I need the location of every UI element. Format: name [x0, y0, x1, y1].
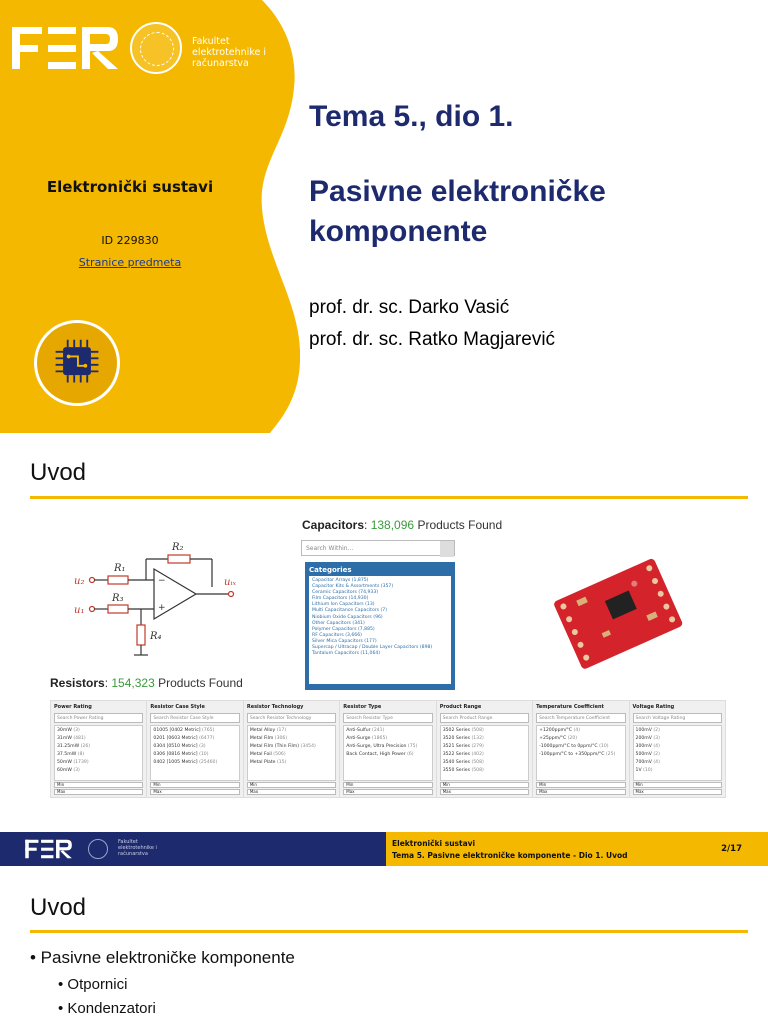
filter-option[interactable]: -100ppm/°C to +350ppm/°C (25) — [539, 752, 616, 757]
filter-options-list[interactable] — [440, 725, 529, 781]
label-r2: R₂ — [172, 542, 184, 553]
filter-option[interactable]: Metal Film (306) — [249, 736, 288, 741]
filter-search-input[interactable]: Search Resistor Case Style — [150, 713, 239, 723]
intro-slide — [0, 441, 768, 866]
filter-option[interactable]: +1200ppm/°C (4) — [539, 728, 580, 733]
filter-heading: Resistor Case Style — [150, 704, 205, 710]
faculty-logo-block — [12, 22, 266, 74]
capacitor-categories: Categories Capacitor Arrays (1,875) Capacitor Kits & Assortments (357) Ceramic Capacitors (74,933) Film Capacitors (14,930) Lithium Ion Capacitors (13) Multi Capacitance Capacitors (7) Niobium Oxide Capacitors (96) Other Capacitors (341) Polymer Capacitors (7,885) RF Capacitors (3,666) Silver Mica Capacitors (177) Supercap / Ultracap / Double Layer Capacitors (898) Tantalum Capacitors (11,064) — [305, 562, 455, 690]
label-r3: R₃ — [112, 593, 124, 604]
filter-option[interactable]: 200mV (3) — [635, 736, 660, 741]
filter-column — [51, 701, 147, 797]
author-2: prof. dr. sc. Ratko Magjarević — [309, 329, 556, 350]
lecture-title: Tema 5., dio 1. — [309, 100, 514, 133]
slide-footer — [0, 832, 768, 866]
max-select[interactable]: Max — [247, 789, 336, 795]
max-select[interactable]: Max — [633, 789, 722, 795]
bullet-passive-components: • Pasivne elektroničke komponente — [30, 948, 295, 967]
category-item[interactable]: Supercap / Ultracap / Double Layer Capacitors (898) — [312, 645, 433, 651]
filter-option[interactable]: 3520 Series (132) — [442, 736, 484, 741]
filter-heading: Product Range — [439, 704, 482, 710]
filter-search-input[interactable]: Search Product Range — [440, 713, 529, 723]
bullet-resistors: • Otpornici — [58, 976, 128, 993]
category-item[interactable]: Capacitor Arrays (1,875) — [312, 578, 369, 583]
category-item[interactable]: Lithium Ion Capacitors (13) — [312, 602, 375, 608]
filter-option[interactable]: 3502 Series (508) — [442, 728, 484, 733]
course-id: ID 229830 — [101, 234, 159, 247]
min-select[interactable]: Min — [343, 782, 432, 788]
filter-options-list[interactable] — [247, 725, 336, 781]
filter-option[interactable]: 300mV (4) — [635, 744, 660, 749]
category-item[interactable]: Polymer Capacitors (7,885) — [312, 626, 375, 632]
category-item[interactable]: Silver Mica Capacitors (177) — [312, 638, 377, 644]
chip-badge-icon — [34, 320, 120, 406]
category-item[interactable]: Ceramic Capacitors (74,933) — [312, 590, 379, 596]
max-select[interactable]: Max — [54, 789, 143, 795]
svg-text:−: − — [158, 576, 166, 586]
filter-option[interactable]: 30mW (3) — [57, 728, 80, 733]
filter-option[interactable]: 37.5mW (8) — [57, 752, 85, 757]
filter-option[interactable]: Anti-Surge (1865) — [346, 736, 388, 741]
lecture-subtitle: Pasivne elektroničke komponente — [309, 175, 606, 248]
filter-heading: Voltage Rating — [632, 704, 675, 710]
category-item[interactable]: Film Capacitors (14,930) — [312, 596, 369, 602]
max-select[interactable]: Max — [150, 789, 239, 795]
filter-option[interactable]: +25ppm/°C (20) — [539, 736, 578, 741]
filter-option[interactable]: 700mV (4) — [635, 760, 660, 765]
slide-heading: Uvod — [30, 459, 87, 486]
capacitors-found: Capacitors: 138,096 Products Found — [302, 518, 503, 532]
filter-option[interactable]: 60mW (3) — [57, 768, 80, 773]
label-r1: R₁ — [114, 563, 126, 574]
red-circuit-board-image — [545, 554, 695, 672]
filter-option[interactable]: Metal Film (Thin Film) (3454) — [249, 744, 316, 749]
filter-search-input[interactable]: Search Voltage Rating — [633, 713, 722, 723]
filter-option[interactable]: Anti-Surge, Ultra Precision (75) — [346, 744, 418, 749]
footer-topic: Tema 5. Pasivne elektroničke komponente - Dio 1. Uvod — [392, 851, 628, 860]
filter-search-input[interactable]: Search Resistor Type — [343, 713, 432, 723]
min-select[interactable]: Min — [536, 782, 625, 788]
min-select[interactable]: Min — [633, 782, 722, 788]
search-icon[interactable] — [440, 541, 454, 557]
footer-info-band — [386, 832, 768, 866]
resistors-found: Resistors: 154,323 Products Found — [50, 676, 243, 690]
intro-slide-bullets — [0, 874, 768, 1024]
filter-heading: Temperature Coefficient — [536, 704, 604, 710]
filter-column — [533, 701, 629, 797]
filter-search-input[interactable]: Search Resistor Technology — [247, 713, 336, 723]
category-item[interactable]: Other Capacitors (341) — [312, 620, 365, 626]
svg-text:+: + — [158, 603, 166, 613]
title-slide — [0, 0, 768, 433]
filter-option[interactable]: Anti-Sulfur (241) — [346, 728, 385, 733]
filter-option[interactable]: 31mW (481) — [57, 736, 86, 741]
max-select[interactable]: Max — [440, 789, 529, 795]
filter-option[interactable]: Metal Alloy (17) — [249, 728, 287, 733]
filter-options-list[interactable] — [150, 725, 239, 781]
filter-column — [244, 701, 340, 797]
capacitor-search-input[interactable]: Search Within... — [301, 540, 455, 556]
label-u2: u₂ — [74, 576, 85, 587]
filter-heading: Power Rating — [54, 704, 92, 710]
filter-option[interactable]: 3521 Series (279) — [442, 744, 484, 749]
max-select[interactable]: Max — [536, 789, 625, 795]
filter-search-input[interactable]: Search Temperature Coefficient — [536, 713, 625, 723]
author-1: prof. dr. sc. Darko Vasić — [309, 297, 510, 318]
filter-option[interactable]: 1V (10) — [635, 768, 653, 773]
category-item[interactable]: Capacitor Kits & Assortments (357) — [312, 584, 394, 590]
filter-option[interactable]: -1000ppm/°C to 0ppm/°C (10) — [539, 744, 609, 749]
authors — [309, 292, 555, 356]
fer-logo — [20, 838, 78, 860]
filter-column — [340, 701, 436, 797]
filter-option[interactable]: 31.25mW (26) — [57, 744, 91, 749]
filter-option[interactable]: 3540 Series (508) — [442, 760, 484, 765]
university-seal-icon — [88, 839, 108, 859]
filter-column — [147, 701, 243, 797]
category-item[interactable]: Niobium Oxide Capacitors (96) — [312, 614, 383, 620]
filter-option[interactable]: 0201 [0603 Metric] (6477) — [153, 736, 215, 741]
filter-search-input[interactable]: Search Power Rating — [54, 713, 143, 723]
filter-option[interactable]: Back Contact, High Power (6) — [346, 752, 414, 757]
fer-logo — [12, 23, 120, 73]
bullet-capacitors: • Kondenzatori — [58, 1000, 156, 1017]
label-uiz: uᵢₓ — [224, 577, 237, 588]
heading-rule — [30, 930, 748, 933]
label-r4: R₄ — [150, 631, 162, 642]
filter-option[interactable]: 3522 Series (402) — [442, 752, 484, 757]
min-select[interactable]: Min — [150, 782, 239, 788]
min-select[interactable]: Min — [54, 782, 143, 788]
filter-option[interactable]: 0402 [1005 Metric] (25460) — [153, 760, 218, 765]
filter-options-list[interactable] — [536, 725, 625, 781]
filter-column — [630, 701, 725, 797]
category-list[interactable] — [309, 576, 451, 684]
course-title: Elektronički sustavi — [46, 178, 214, 196]
label-u1: u₁ — [74, 605, 85, 616]
filter-option[interactable]: 50mW (1739) — [57, 760, 89, 765]
opamp-circuit-diagram — [66, 537, 256, 667]
filter-heading: Resistor Technology — [246, 704, 304, 710]
filter-column — [437, 701, 533, 797]
footer-course: Elektronički sustavi — [392, 839, 476, 848]
filter-option[interactable]: 500mV (2) — [635, 752, 660, 757]
filter-option[interactable]: 100mV (2) — [635, 728, 660, 733]
faculty-name: Fakultet elektrotehnike i računarstva — [192, 35, 266, 69]
min-select[interactable]: Min — [440, 782, 529, 788]
filter-option[interactable]: 0306 [0816 Metric] (10) — [153, 752, 209, 757]
category-item[interactable]: Tantalum Capacitors (11,064) — [312, 651, 381, 657]
heading-rule — [30, 496, 748, 499]
footer-faculty-name: Fakultet elektrotehnike i računarstva — [118, 839, 157, 857]
slide-heading: Uvod — [30, 894, 87, 921]
filter-option[interactable]: 01005 [0402 Metric] (765) — [153, 728, 215, 733]
category-item[interactable]: RF Capacitors (3,666) — [312, 632, 362, 638]
category-item[interactable]: Multi Capacitance Capacitors (7) — [312, 608, 388, 614]
page-number: 2/17 — [721, 844, 742, 854]
filter-option[interactable]: 0304 [0510 Metric] (3) — [153, 744, 206, 749]
filter-options-list[interactable] — [54, 725, 143, 781]
filter-option[interactable]: Metal Plate (15) — [249, 760, 287, 765]
filter-option[interactable]: Metal Foil (506) — [249, 752, 286, 757]
university-seal-icon — [130, 22, 182, 74]
filter-options-list[interactable] — [343, 725, 432, 781]
filter-heading: Resistor Type — [343, 704, 382, 710]
min-select[interactable]: Min — [247, 782, 336, 788]
resistor-filters — [50, 700, 726, 798]
course-page-link[interactable]: Stranice predmeta — [78, 256, 182, 269]
filter-options-list[interactable] — [633, 725, 722, 781]
filter-option[interactable]: 3550 Series (508) — [442, 768, 484, 773]
max-select[interactable]: Max — [343, 789, 432, 795]
